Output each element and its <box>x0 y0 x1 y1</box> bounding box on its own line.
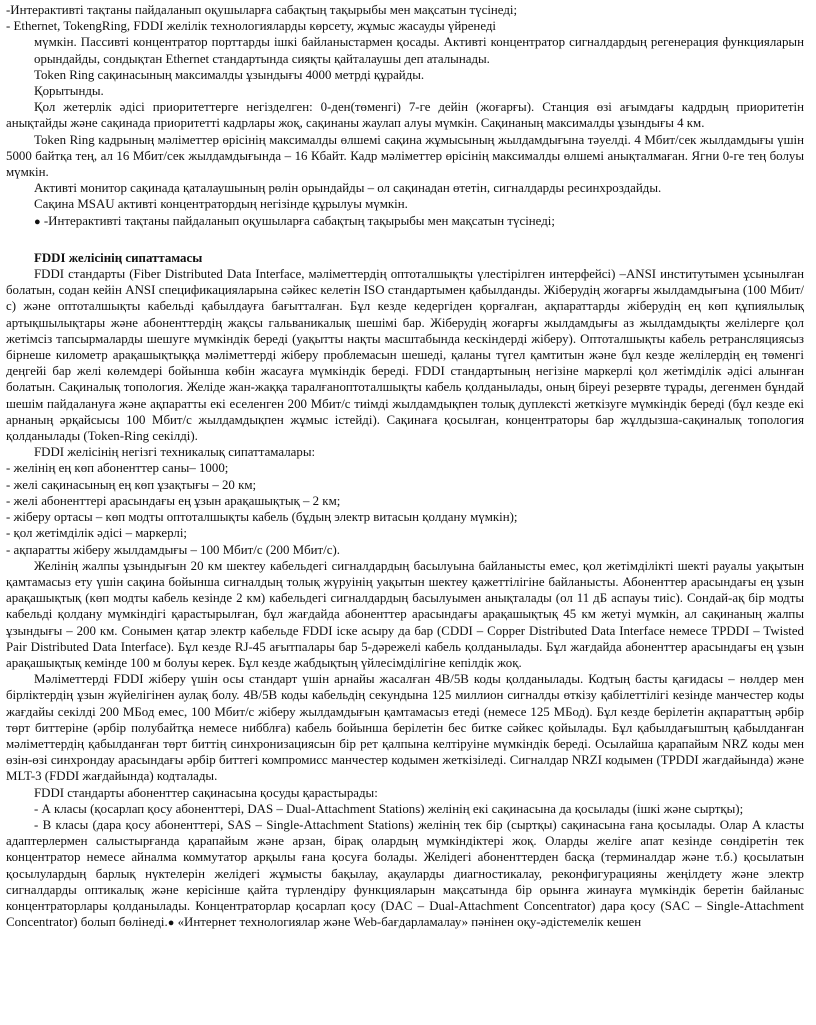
objective-bullet-text: -Интерактивті тақтаны пайдаланып оқушыларға сабақтың тақырыбы мен мақсатын түсінеді; <box>43 213 555 228</box>
paragraph-passive-hub: мүмкін. Пассивті концентратор порттарды ішкі байланыстармен қосады. Активті концентратор сигналдардың регенерация функцияларын орындайды, сондықтан Ethernet стандартында сияқты қайталаушы деп аталынады. <box>34 35 804 66</box>
paragraph-attachment-intro: FDDI стандарты абоненттер сақинасына қосуды қарастырады: <box>34 785 378 800</box>
paragraph-ring-length-limit: Желінің жалпы ұзындығын 20 км шектеу кабельдегі сигналдардың басылуына байланысты емес, қол жетімділікті шекті рауалы уақытын қамтамасыз ету үшін сақина бойынша сигналдың толық жүруінің уақытын шектеу қажеттілігіне байланысты. Абоненттер арасындағы ең ұзын арақашықтық (көп модты кабель кезінде 2 км) кабельдегі сигналдардың басылуымен анықталады (ол 11 дБ аспауы тиіс). Сондай-ақ бір модты кабельді қолдану мүмкіндігі қарастырылған, бұл жағдайда абоненттер арасындағы арақашықтық 45 км жетуі мүмкін, ал сақинаның жалпы ұзындығы – 200 км. Сонымен қатар электр кабельде FDDI іске асыру да бар (CDDI – Copper Distributed Data Interface немесе TPDDI – Twisted Pair Distributed Data Interface). Бұл кезде RJ-45 ағытпалары бар 5-дәрежелі кабель қолданылады. Бұл жағдайда абоненттер арасындағы ең ұзын арақашықтық кемінде 100 м болуы керек. Бұл кезде жабдықтың үйлесімділігіне кепілдік жоқ. <box>6 558 804 670</box>
class-b-text: - В класы (дара қосу абоненттері, SAS – Single-Attachment Stations) желінің тек бір (сыртқы) сақинасына ғана қосылады. Олар А класты адаптерлермен салыстырғанда қарапайым және арзан, бірақ олардың мүмкіндіктері жоқ. Оларды желіге апат кезінде сөндіретін тек концентратор немесе айналма коммутатор арқылы ғана қосуға болады. Желідегі абоненттерден басқа (терминалдар және т.б.) қосылатын қосылулардың барлық нүктелерін желідегі жұмысты бақылау, ақауларды диагностикалау, реконфигурацияны жеңілдету және электр сигналдарды оптикалық және керісінше қайта түрлендіру функцияларын мақсатында бір орынға жинауға мүмкіндік беретін байланыс концентраторлары қолданылады. Концентраторлар қосарлап қосу (DAC – Dual-Attachment Concentrator) дара қосу (SAC – Single-Attachment Concentrator) болып бөлінеді. <box>6 817 804 930</box>
paragraph-class-b <box>6 817 804 931</box>
spec-item: - желі сақинасының ең көп ұзақтығы – 20 км; <box>6 477 257 492</box>
paragraph-4b5b-code: Мәліметтерді FDDI жіберу үшін осы стандарт үшін арнайы жасалған 4В/5В коды қолданылады. Кодтың басты қағидасы – нөлдер мен бірліктердің ұзын жүйелігінен аулақ болу. 4В/5В коды кабельдің секундына 125 миллион сигналды өткізу қабілеттілігі кезінде манчестер коды жағдайы секілді 200 МБод емес, 100 Мбит/с жіберу жылдамдығын қамтамасыз етеді (немесе 125 МБод). Бұл кезде берілетін ақпараттың әрбір төрт биттеріне (әрбір полубайтқа немесе нибблға) кабель бойынша берілетін бес битке сәйкес қойылады. Бұл қабылдағыштың қабылданған мәліметтердің қабылданған төрт биттің синхронизациясын бір рет қалпына келтіруіне мүмкіндік береді. Осылайша қарапайым NRZ коды мен өзін-өзі синхрондау арасындағы әрбір биттегі компромисс манчестер кодымен жеткізіледі. Сигналдар NRZI кодымен (TPDDI жағдайында) және MLT-3 (FDDI жағдайында) кодталады. <box>6 672 804 784</box>
token-ring-section <box>6 34 804 66</box>
spec-item: - желінің ең көп абоненттер саны– 1000; <box>6 461 229 476</box>
spec-item: - ақпаратты жіберу жылдамдығы – 100 Мбит/с (200 Мбит/с). <box>6 542 340 557</box>
paragraph-active-monitor: Активті монитор сақинада қаталаушының рөлін орындайды – ол сақинадан өтетін, сигналдарды ресинхроздайды. <box>34 181 662 196</box>
section-heading: FDDI желісінің сипаттамасы <box>34 250 203 265</box>
spec-item: - желі абоненттері арасындағы ең ұзын арақашықтық – 2 км; <box>6 493 341 508</box>
objective-line-2: - Ethernet, TokengRing, FDDI желілік технологияларды көрсету, жұмыс жасауды үйренеді <box>6 19 497 34</box>
spec-item: - жіберу ортасы – көп модты оптоталшықты кабель (бұдың электр витасын қолдану мүмкін); <box>6 510 518 525</box>
paragraph-ring-length: Token Ring сақинасының максималды ұзындығы 4000 метрді құрайды. <box>34 67 425 82</box>
paragraph-frame-size: Token Ring кадрының мәліметтер өрісінің максималды өлшемі сақина жұмысының жылдамдығына тәуелді. 4 Мбит/сек жылдамдығы үшін 5000 байтқа тең, ал 16 Мбит/сек жылдамдығында – 16 Кбайт. Кадр мәліметтер өрісінің максималды өлшемі анықталмаған. Ягни 0-ге тең болуы мүмкін. <box>6 132 804 180</box>
bullet-icon: ● <box>34 215 41 228</box>
objective-line-1: -Интерактивті тақтаны пайдаланып оқушыларға сабақтың тақырыбы мен мақсатын түсінеді; <box>6 3 518 17</box>
paragraph-specs-intro: FDDI желісінің негізгі техникалық сипаттамалары: <box>34 445 316 460</box>
paragraph-access-method: Қол жетерлік әдісі приоритеттерге негізделген: 0-ден(төменгі) 7-ге дейін (жоғарғы). Станция өзі ағымдағы кадрдың приоритетін анықтайды және сақинада приоритетті кадрлары жоқ, сақинаны жаулап алуы мүмкін. Сақинаның максималды ұзындығы 4 км. <box>6 100 804 131</box>
bullet-icon: ● <box>167 917 175 930</box>
paragraph-msau: Сақина MSAU активті концентратордың негізінде құрылуы мүмкін. <box>34 197 408 212</box>
course-footer-text: «Интернет технологиялар және Web-бағдарламалау» пәнінен оқу-әдістемелік кешен <box>177 915 642 930</box>
spec-item: - қол жетімділік әдісі – маркерлі; <box>6 526 188 541</box>
objective-bullet <box>6 213 804 230</box>
paragraph-fddi-standard: FDDI стандарты (Fiber Distributed Data Interface, мәліметтердің оптоталшықты үлестірілген интерфейсі) –ANSI институтымен ұсынылған болатын, содан кейін ANSI спецификацияларына сәйкес келетін ISO стандартымен қабылданды. Жіберудің жоғарғы жылдамдығына (100 Мбит/с) және оптоталшықты кабельді қабылдауға бағытталған. Бұл кезде кедергіден қорғалған, ақпараттарды жіберудің ең көп құпиялылық артықшылықтары және абоненттердің жақсы гальваникалық шешімі бар. Жіберудің жоғарғы жылдамдығы аз жылдамдықты желілерге қол жетімсіз тапсырмаларды шешуге мүмкіндік береді (уақытты нақты масштабында кескіндерді жіберу). Оптоталшықты кабель ретрансляциясыз бірнеше километр арақашықтыққа мәліметтерді жіберу проблемасын шешеді, қаланы түгел қамтитын және бұл кезде желілердің ең төменгі деңгейі бар желі көлемдері бойынша көбін жасауға мүмкіндік береді. FDDI стандартының негізіне маркерлі қол жетімділік әдісі алынған болатын. Сақиналық топология. Желіде жан-жаққа таралғаноптоталшықты кабель қолданылады, оның біреуі резервте тұрады, дегенмен бұндай шешім пайдалануға және ақпаратты екі еселенген 200 Мбит/с тиімді жылдамдықпен толық дуплексті жеткізуге мүмкіндік береді (бұл кезде екі арнаның әрқайсысы 100 Мбит/с жылдамдықпен жұмыс істейді). Сақинаға қосылған, концентраторы бар жұлдызша-сақиналық топология қолданылады (Token-Ring секілді). <box>6 267 804 444</box>
paragraph-class-a: - А класы (қосарлап қосу абоненттері, DAS – Dual-Attachment Stations) желінің екі сақинасына да қосылады (ішкі және сыртқы); <box>34 801 744 816</box>
section-gap <box>6 230 804 250</box>
paragraph-conclusion-label: Қорытынды. <box>34 84 104 99</box>
